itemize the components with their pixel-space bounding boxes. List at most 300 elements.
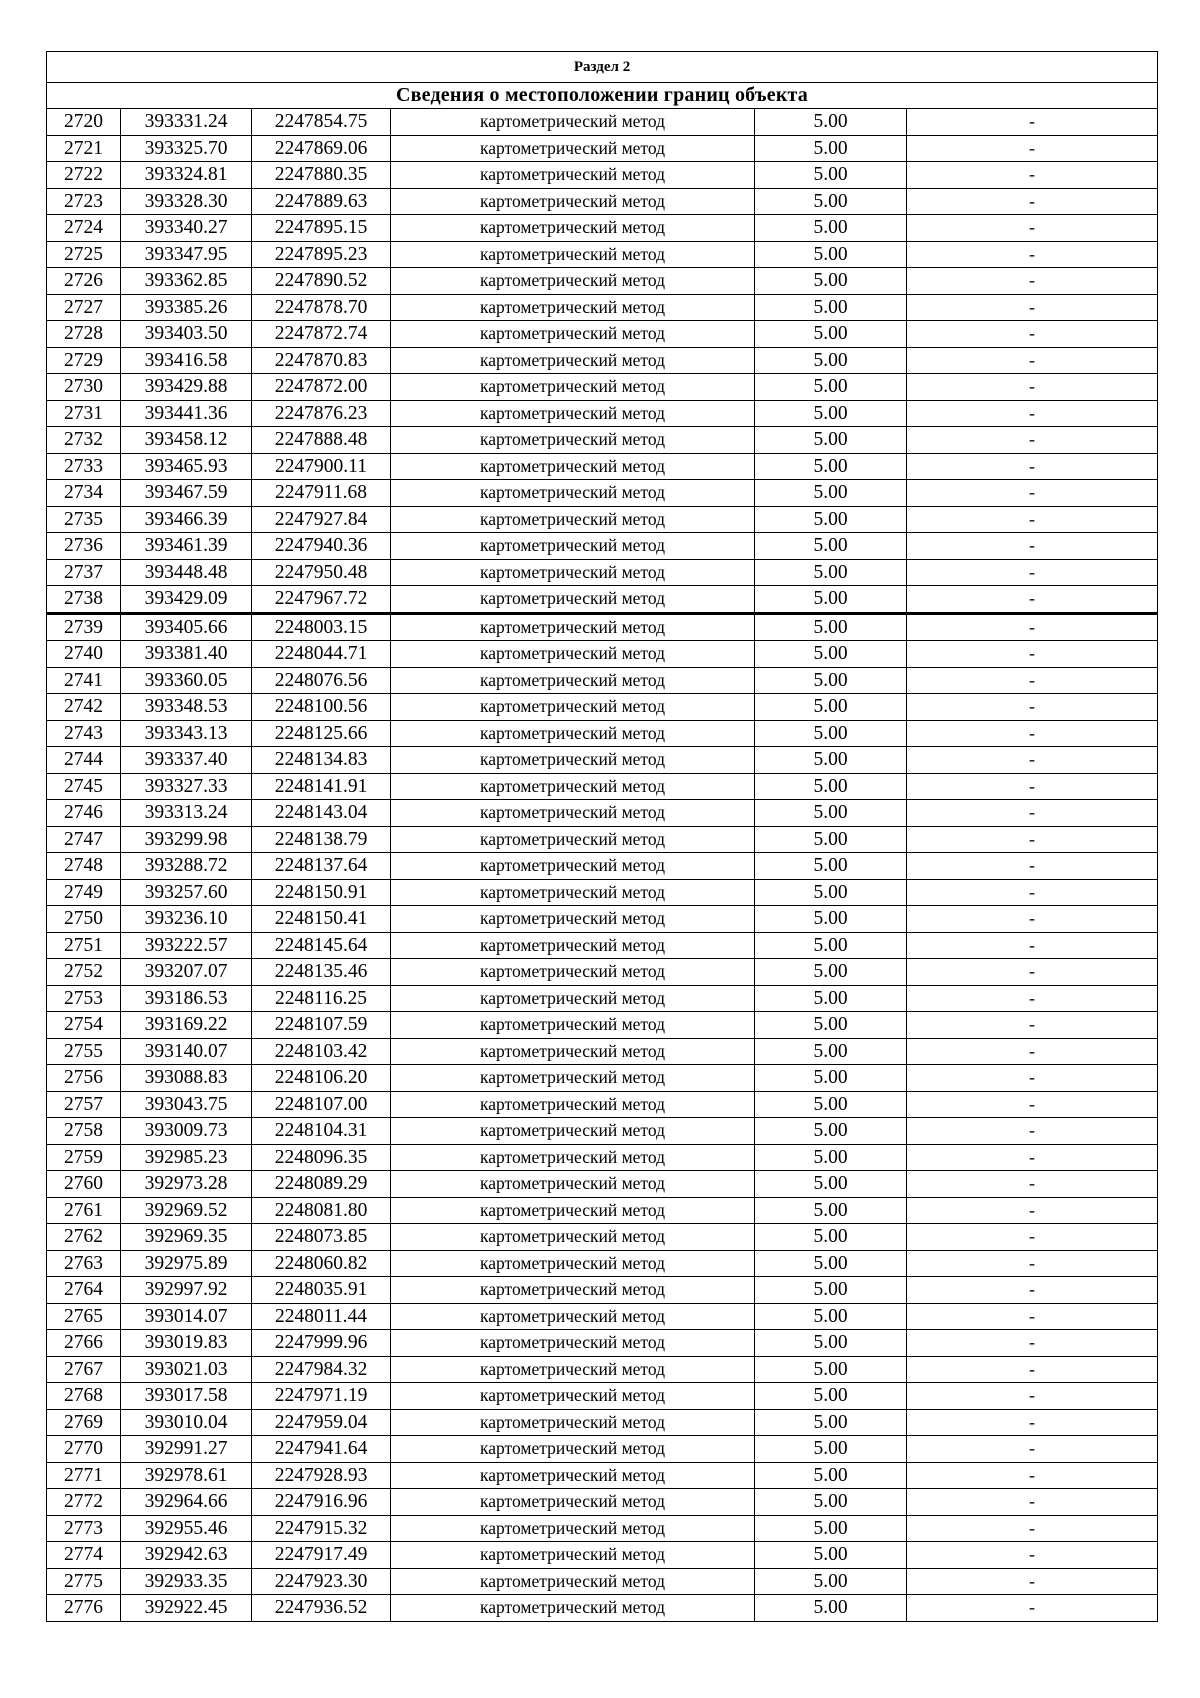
method-cell: картометрический метод (391, 559, 755, 586)
y-coordinate-cell: 2247900.11 (252, 453, 391, 480)
y-coordinate-cell: 2248138.79 (252, 826, 391, 853)
y-coordinate-cell: 2247911.68 (252, 480, 391, 507)
table-row (47, 641, 1158, 668)
method-cell: картометрический метод (391, 480, 755, 507)
y-coordinate-cell: 2248106.20 (252, 1065, 391, 1092)
description-cell: - (907, 959, 1158, 986)
point-number-cell: 2776 (47, 1595, 121, 1622)
y-coordinate-cell: 2248116.25 (252, 985, 391, 1012)
description-cell: - (907, 720, 1158, 747)
table-row (47, 1224, 1158, 1251)
table-row (47, 985, 1158, 1012)
description-cell: - (907, 1118, 1158, 1145)
accuracy-cell: 5.00 (755, 559, 907, 586)
y-coordinate-cell: 2247889.63 (252, 188, 391, 215)
accuracy-cell: 5.00 (755, 586, 907, 614)
y-coordinate-cell: 2248134.83 (252, 747, 391, 774)
x-coordinate-cell: 393405.66 (121, 613, 252, 641)
table-row (47, 1303, 1158, 1330)
method-cell: картометрический метод (391, 747, 755, 774)
table-row (47, 1595, 1158, 1622)
description-cell: - (907, 427, 1158, 454)
x-coordinate-cell: 393299.98 (121, 826, 252, 853)
x-coordinate-cell: 393327.33 (121, 773, 252, 800)
x-coordinate-cell: 392991.27 (121, 1436, 252, 1463)
table-row (47, 347, 1158, 374)
description-cell: - (907, 641, 1158, 668)
method-cell: картометрический метод (391, 1250, 755, 1277)
y-coordinate-cell: 2247940.36 (252, 533, 391, 560)
method-cell: картометрический метод (391, 932, 755, 959)
x-coordinate-cell: 393222.57 (121, 932, 252, 959)
y-coordinate-cell: 2247971.19 (252, 1383, 391, 1410)
method-cell: картометрический метод (391, 162, 755, 189)
accuracy-cell: 5.00 (755, 268, 907, 295)
method-cell: картометрический метод (391, 1012, 755, 1039)
y-coordinate-cell: 2247872.00 (252, 374, 391, 401)
table-row (47, 1118, 1158, 1145)
point-number-cell: 2731 (47, 400, 121, 427)
y-coordinate-cell: 2248141.91 (252, 773, 391, 800)
accuracy-cell: 5.00 (755, 1118, 907, 1145)
x-coordinate-cell: 393337.40 (121, 747, 252, 774)
accuracy-cell: 5.00 (755, 374, 907, 401)
description-cell: - (907, 347, 1158, 374)
table-row (47, 773, 1158, 800)
description-cell: - (907, 1144, 1158, 1171)
point-number-cell: 2743 (47, 720, 121, 747)
table-row (47, 400, 1158, 427)
description-cell: - (907, 773, 1158, 800)
accuracy-cell: 5.00 (755, 959, 907, 986)
x-coordinate-cell: 393140.07 (121, 1038, 252, 1065)
method-cell: картометрический метод (391, 613, 755, 641)
table-row (47, 720, 1158, 747)
y-coordinate-cell: 2248096.35 (252, 1144, 391, 1171)
point-number-cell: 2761 (47, 1197, 121, 1224)
accuracy-cell: 5.00 (755, 747, 907, 774)
description-cell: - (907, 162, 1158, 189)
method-cell: картометрический метод (391, 720, 755, 747)
y-coordinate-cell: 2248125.66 (252, 720, 391, 747)
table-row (47, 826, 1158, 853)
accuracy-cell: 5.00 (755, 533, 907, 560)
x-coordinate-cell: 392955.46 (121, 1515, 252, 1542)
point-number-cell: 2730 (47, 374, 121, 401)
x-coordinate-cell: 393088.83 (121, 1065, 252, 1092)
section-title: Раздел 2 (47, 52, 1158, 83)
y-coordinate-cell: 2247950.48 (252, 559, 391, 586)
x-coordinate-cell: 393385.26 (121, 294, 252, 321)
description-cell: - (907, 613, 1158, 641)
x-coordinate-cell: 393465.93 (121, 453, 252, 480)
x-coordinate-cell: 393014.07 (121, 1303, 252, 1330)
accuracy-cell: 5.00 (755, 427, 907, 454)
description-cell: - (907, 506, 1158, 533)
y-coordinate-cell: 2248107.59 (252, 1012, 391, 1039)
method-cell: картометрический метод (391, 1118, 755, 1145)
method-cell: картометрический метод (391, 135, 755, 162)
description-cell: - (907, 374, 1158, 401)
point-number-cell: 2723 (47, 188, 121, 215)
method-cell: картометрический метод (391, 1224, 755, 1251)
accuracy-cell: 5.00 (755, 1012, 907, 1039)
point-number-cell: 2760 (47, 1171, 121, 1198)
method-cell: картометрический метод (391, 453, 755, 480)
point-number-cell: 2728 (47, 321, 121, 348)
point-number-cell: 2724 (47, 215, 121, 242)
x-coordinate-cell: 393010.04 (121, 1409, 252, 1436)
point-number-cell: 2772 (47, 1489, 121, 1516)
description-cell: - (907, 1224, 1158, 1251)
point-number-cell: 2767 (47, 1356, 121, 1383)
accuracy-cell: 5.00 (755, 1303, 907, 1330)
method-cell: картометрический метод (391, 1303, 755, 1330)
point-number-cell: 2770 (47, 1436, 121, 1463)
table-row (47, 586, 1158, 614)
point-number-cell: 2748 (47, 853, 121, 880)
accuracy-cell: 5.00 (755, 1409, 907, 1436)
accuracy-cell: 5.00 (755, 294, 907, 321)
description-cell: - (907, 1250, 1158, 1277)
y-coordinate-cell: 2248011.44 (252, 1303, 391, 1330)
y-coordinate-cell: 2248143.04 (252, 800, 391, 827)
point-number-cell: 2732 (47, 427, 121, 454)
table-row (47, 506, 1158, 533)
accuracy-cell: 5.00 (755, 188, 907, 215)
method-cell: картометрический метод (391, 1462, 755, 1489)
y-coordinate-cell: 2248104.31 (252, 1118, 391, 1145)
x-coordinate-cell: 393429.88 (121, 374, 252, 401)
table-row (47, 879, 1158, 906)
table-row (47, 747, 1158, 774)
table-row (47, 374, 1158, 401)
accuracy-cell: 5.00 (755, 480, 907, 507)
table-row (47, 667, 1158, 694)
x-coordinate-cell: 393347.95 (121, 241, 252, 268)
point-number-cell: 2769 (47, 1409, 121, 1436)
description-cell: - (907, 1091, 1158, 1118)
accuracy-cell: 5.00 (755, 800, 907, 827)
accuracy-cell: 5.00 (755, 321, 907, 348)
point-number-cell: 2727 (47, 294, 121, 321)
x-coordinate-cell: 393360.05 (121, 667, 252, 694)
x-coordinate-cell: 392978.61 (121, 1462, 252, 1489)
point-number-cell: 2763 (47, 1250, 121, 1277)
method-cell: картометрический метод (391, 1383, 755, 1410)
method-cell: картометрический метод (391, 985, 755, 1012)
x-coordinate-cell: 393236.10 (121, 906, 252, 933)
method-cell: картометрический метод (391, 853, 755, 880)
x-coordinate-cell: 393331.24 (121, 109, 252, 136)
accuracy-cell: 5.00 (755, 1515, 907, 1542)
point-number-cell: 2726 (47, 268, 121, 295)
description-cell: - (907, 800, 1158, 827)
description-cell: - (907, 400, 1158, 427)
description-cell: - (907, 215, 1158, 242)
description-cell: - (907, 188, 1158, 215)
accuracy-cell: 5.00 (755, 906, 907, 933)
point-number-cell: 2742 (47, 694, 121, 721)
point-number-cell: 2764 (47, 1277, 121, 1304)
description-cell: - (907, 985, 1158, 1012)
x-coordinate-cell: 393017.58 (121, 1383, 252, 1410)
accuracy-cell: 5.00 (755, 347, 907, 374)
table-row (47, 1277, 1158, 1304)
description-cell: - (907, 826, 1158, 853)
point-number-cell: 2734 (47, 480, 121, 507)
method-cell: картометрический метод (391, 1436, 755, 1463)
method-cell: картометрический метод (391, 1091, 755, 1118)
accuracy-cell: 5.00 (755, 773, 907, 800)
method-cell: картометрический метод (391, 1356, 755, 1383)
description-cell: - (907, 1171, 1158, 1198)
table-subtitle: Сведения о местоположении границ объекта (47, 83, 1158, 109)
point-number-cell: 2733 (47, 453, 121, 480)
x-coordinate-cell: 393019.83 (121, 1330, 252, 1357)
x-coordinate-cell: 393461.39 (121, 533, 252, 560)
point-number-cell: 2740 (47, 641, 121, 668)
y-coordinate-cell: 2248081.80 (252, 1197, 391, 1224)
accuracy-cell: 5.00 (755, 1038, 907, 1065)
method-cell: картометрический метод (391, 586, 755, 614)
method-cell: картометрический метод (391, 800, 755, 827)
point-number-cell: 2744 (47, 747, 121, 774)
table-row (47, 162, 1158, 189)
method-cell: картометрический метод (391, 1595, 755, 1622)
x-coordinate-cell: 392964.66 (121, 1489, 252, 1516)
method-cell: картометрический метод (391, 1065, 755, 1092)
point-number-cell: 2752 (47, 959, 121, 986)
y-coordinate-cell: 2248107.00 (252, 1091, 391, 1118)
description-cell: - (907, 1489, 1158, 1516)
table-row (47, 1091, 1158, 1118)
x-coordinate-cell: 393429.09 (121, 586, 252, 614)
point-number-cell: 2768 (47, 1383, 121, 1410)
y-coordinate-cell: 2247876.23 (252, 400, 391, 427)
accuracy-cell: 5.00 (755, 1197, 907, 1224)
y-coordinate-cell: 2247895.23 (252, 241, 391, 268)
accuracy-cell: 5.00 (755, 400, 907, 427)
table-row (47, 694, 1158, 721)
point-number-cell: 2749 (47, 879, 121, 906)
accuracy-cell: 5.00 (755, 506, 907, 533)
accuracy-cell: 5.00 (755, 162, 907, 189)
table-row (47, 1012, 1158, 1039)
accuracy-cell: 5.00 (755, 1568, 907, 1595)
x-coordinate-cell: 393009.73 (121, 1118, 252, 1145)
y-coordinate-cell: 2247923.30 (252, 1568, 391, 1595)
x-coordinate-cell: 393324.81 (121, 162, 252, 189)
description-cell: - (907, 853, 1158, 880)
method-cell: картометрический метод (391, 347, 755, 374)
table-row (47, 1330, 1158, 1357)
x-coordinate-cell: 393313.24 (121, 800, 252, 827)
description-cell: - (907, 1038, 1158, 1065)
y-coordinate-cell: 2247999.96 (252, 1330, 391, 1357)
accuracy-cell: 5.00 (755, 1489, 907, 1516)
x-coordinate-cell: 393416.58 (121, 347, 252, 374)
boundary-coordinates-table (46, 51, 1158, 1622)
table-row (47, 1542, 1158, 1569)
table-row (47, 453, 1158, 480)
accuracy-cell: 5.00 (755, 1277, 907, 1304)
description-cell: - (907, 586, 1158, 614)
y-coordinate-cell: 2247888.48 (252, 427, 391, 454)
point-number-cell: 2741 (47, 667, 121, 694)
y-coordinate-cell: 2247984.32 (252, 1356, 391, 1383)
x-coordinate-cell: 393207.07 (121, 959, 252, 986)
point-number-cell: 2766 (47, 1330, 121, 1357)
method-cell: картометрический метод (391, 879, 755, 906)
accuracy-cell: 5.00 (755, 241, 907, 268)
accuracy-cell: 5.00 (755, 1065, 907, 1092)
table-row (47, 1197, 1158, 1224)
method-cell: картометрический метод (391, 667, 755, 694)
accuracy-cell: 5.00 (755, 667, 907, 694)
y-coordinate-cell: 2248003.15 (252, 613, 391, 641)
description-cell: - (907, 268, 1158, 295)
table-row (47, 533, 1158, 560)
y-coordinate-cell: 2248073.85 (252, 1224, 391, 1251)
accuracy-cell: 5.00 (755, 1144, 907, 1171)
point-number-cell: 2755 (47, 1038, 121, 1065)
accuracy-cell: 5.00 (755, 879, 907, 906)
y-coordinate-cell: 2248103.42 (252, 1038, 391, 1065)
point-number-cell: 2739 (47, 613, 121, 641)
accuracy-cell: 5.00 (755, 1436, 907, 1463)
method-cell: картометрический метод (391, 694, 755, 721)
accuracy-cell: 5.00 (755, 1091, 907, 1118)
x-coordinate-cell: 393466.39 (121, 506, 252, 533)
point-number-cell: 2771 (47, 1462, 121, 1489)
y-coordinate-cell: 2248076.56 (252, 667, 391, 694)
description-cell: - (907, 1065, 1158, 1092)
method-cell: картометрический метод (391, 1568, 755, 1595)
point-number-cell: 2729 (47, 347, 121, 374)
y-coordinate-cell: 2248137.64 (252, 853, 391, 880)
y-coordinate-cell: 2248089.29 (252, 1171, 391, 1198)
x-coordinate-cell: 393340.27 (121, 215, 252, 242)
y-coordinate-cell: 2247927.84 (252, 506, 391, 533)
y-coordinate-cell: 2248044.71 (252, 641, 391, 668)
table-row (47, 853, 1158, 880)
accuracy-cell: 5.00 (755, 135, 907, 162)
table-row (47, 1383, 1158, 1410)
method-cell: картометрический метод (391, 215, 755, 242)
y-coordinate-cell: 2247878.70 (252, 294, 391, 321)
description-cell: - (907, 533, 1158, 560)
y-coordinate-cell: 2247854.75 (252, 109, 391, 136)
method-cell: картометрический метод (391, 1197, 755, 1224)
point-number-cell: 2721 (47, 135, 121, 162)
accuracy-cell: 5.00 (755, 720, 907, 747)
table-row (47, 1356, 1158, 1383)
table-row (47, 559, 1158, 586)
description-cell: - (907, 1383, 1158, 1410)
y-coordinate-cell: 2248035.91 (252, 1277, 391, 1304)
x-coordinate-cell: 392942.63 (121, 1542, 252, 1569)
point-number-cell: 2736 (47, 533, 121, 560)
accuracy-cell: 5.00 (755, 694, 907, 721)
method-cell: картометрический метод (391, 906, 755, 933)
description-cell: - (907, 694, 1158, 721)
x-coordinate-cell: 392969.35 (121, 1224, 252, 1251)
y-coordinate-cell: 2248150.41 (252, 906, 391, 933)
point-number-cell: 2738 (47, 586, 121, 614)
y-coordinate-cell: 2247941.64 (252, 1436, 391, 1463)
description-cell: - (907, 321, 1158, 348)
accuracy-cell: 5.00 (755, 1330, 907, 1357)
accuracy-cell: 5.00 (755, 1171, 907, 1198)
x-coordinate-cell: 392933.35 (121, 1568, 252, 1595)
method-cell: картометрический метод (391, 241, 755, 268)
x-coordinate-cell: 392922.45 (121, 1595, 252, 1622)
y-coordinate-cell: 2248145.64 (252, 932, 391, 959)
x-coordinate-cell: 392973.28 (121, 1171, 252, 1198)
y-coordinate-cell: 2247959.04 (252, 1409, 391, 1436)
method-cell: картометрический метод (391, 1542, 755, 1569)
table-row (47, 613, 1158, 641)
accuracy-cell: 5.00 (755, 826, 907, 853)
table-row (47, 959, 1158, 986)
description-cell: - (907, 1462, 1158, 1489)
method-cell: картометрический метод (391, 959, 755, 986)
accuracy-cell: 5.00 (755, 613, 907, 641)
method-cell: картометрический метод (391, 188, 755, 215)
method-cell: картометрический метод (391, 400, 755, 427)
point-number-cell: 2775 (47, 1568, 121, 1595)
table-row (47, 1436, 1158, 1463)
y-coordinate-cell: 2247872.74 (252, 321, 391, 348)
description-cell: - (907, 453, 1158, 480)
table-row (47, 932, 1158, 959)
y-coordinate-cell: 2247936.52 (252, 1595, 391, 1622)
method-cell: картометрический метод (391, 1277, 755, 1304)
description-cell: - (907, 294, 1158, 321)
point-number-cell: 2750 (47, 906, 121, 933)
method-cell: картометрический метод (391, 533, 755, 560)
accuracy-cell: 5.00 (755, 1542, 907, 1569)
description-cell: - (907, 1330, 1158, 1357)
table-row (47, 1462, 1158, 1489)
y-coordinate-cell: 2247870.83 (252, 347, 391, 374)
description-cell: - (907, 109, 1158, 136)
description-cell: - (907, 1595, 1158, 1622)
description-cell: - (907, 667, 1158, 694)
description-cell: - (907, 135, 1158, 162)
y-coordinate-cell: 2248060.82 (252, 1250, 391, 1277)
table-row (47, 294, 1158, 321)
x-coordinate-cell: 393381.40 (121, 641, 252, 668)
point-number-cell: 2735 (47, 506, 121, 533)
table-row (47, 1409, 1158, 1436)
description-cell: - (907, 1542, 1158, 1569)
description-cell: - (907, 747, 1158, 774)
method-cell: картометрический метод (391, 1330, 755, 1357)
table-row (47, 188, 1158, 215)
x-coordinate-cell: 393343.13 (121, 720, 252, 747)
table-row (47, 480, 1158, 507)
accuracy-cell: 5.00 (755, 853, 907, 880)
point-number-cell: 2757 (47, 1091, 121, 1118)
y-coordinate-cell: 2247915.32 (252, 1515, 391, 1542)
accuracy-cell: 5.00 (755, 1595, 907, 1622)
point-number-cell: 2754 (47, 1012, 121, 1039)
method-cell: картометрический метод (391, 374, 755, 401)
table-row (47, 268, 1158, 295)
point-number-cell: 2765 (47, 1303, 121, 1330)
